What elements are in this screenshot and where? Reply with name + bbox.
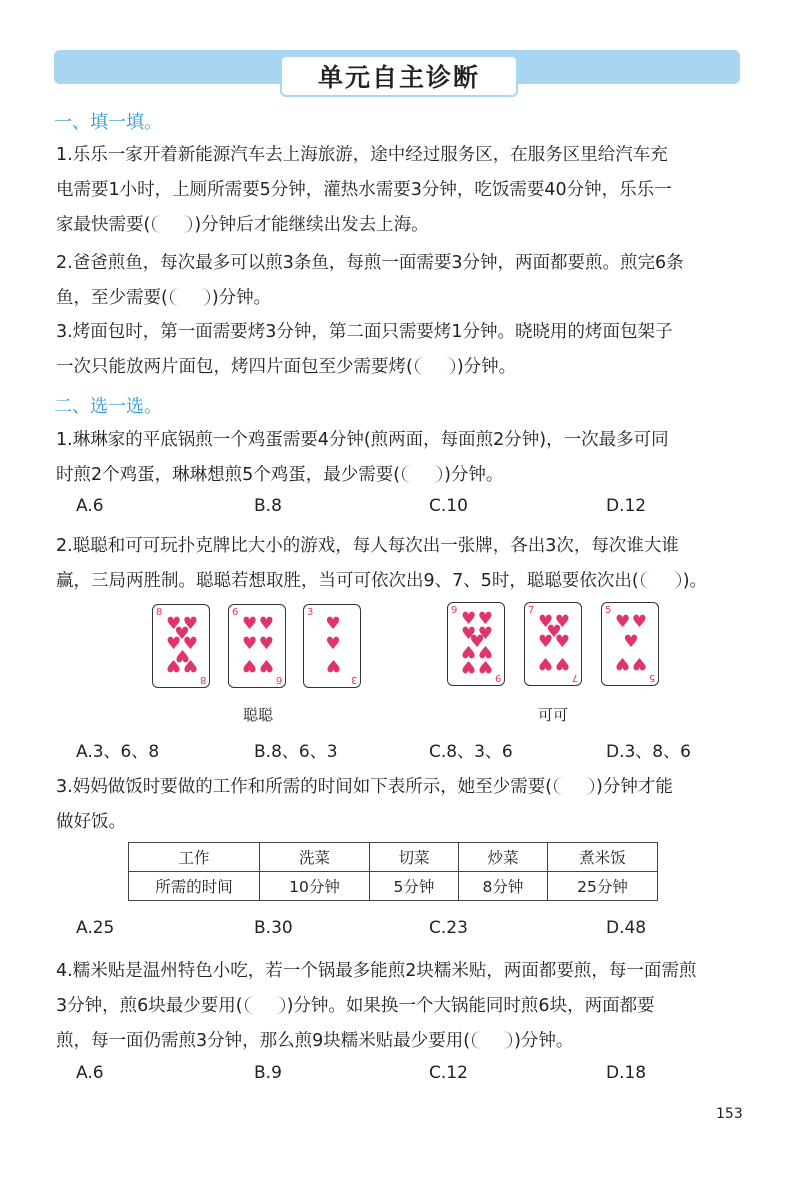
heart-icon: ♥ — [325, 613, 341, 634]
heart-icon: ♥ — [182, 655, 199, 676]
heart-icon: ♥ — [537, 631, 554, 652]
option-c[interactable]: C.12 — [429, 1063, 468, 1083]
answer-blank[interactable] — [415, 357, 455, 375]
heart-icon: ♥ — [241, 633, 258, 654]
keke-card-7: 7 7 ♥ ♥ ♥ ♥ ♥ ♥ ♥ — [524, 602, 582, 686]
heart-icon: ♥ — [174, 645, 190, 666]
heart-icon: ♥ — [460, 640, 477, 661]
cooking-time-table — [128, 842, 658, 901]
s1-q1-line1: 1.乐乐一家开着新能源汽车去上海旅游，途中经过服务区，在服务区里给汽车充 — [56, 145, 668, 165]
s2-q2-line2: 赢，三局两胜制。聪聪若想取胜，当可可依次出9、7、5时，聪聪要依次出( )。 — [56, 571, 708, 591]
heart-icon: ♥ — [469, 631, 485, 652]
s1-q3-line2: 一次只能放两片面包，烤四片面包至少需要烤( )分钟。 — [56, 357, 517, 377]
heart-icon: ♥ — [623, 631, 639, 652]
s2-q3-line1: 3.妈妈做饭时要做的工作和所需的时间如下表所示，她至少需要( )分钟才能 — [56, 777, 673, 797]
keke-card-9: 9 9 ♥ ♥ ♥ ♥ ♥ ♥ ♥ ♥ ♥ — [447, 602, 505, 686]
answer-blank[interactable] — [641, 571, 681, 589]
heart-icon: ♥ — [258, 613, 275, 634]
s1-q1-line3: 家最快需要( )分钟后才能继续出发去上海。 — [56, 215, 429, 235]
heart-icon: ♥ — [460, 609, 477, 629]
heart-icon: ♥ — [165, 633, 182, 654]
section-choose-title: 二、选一选。 — [54, 396, 162, 417]
s2-q4-line3: 煎，每一面仍需煎3分钟，那么煎9块糯米贴最少要用( )分钟。 — [56, 1031, 574, 1051]
option-d[interactable]: D.3、8、6 — [606, 742, 691, 762]
s1-q2-line2: 鱼，至少需要( )分钟。 — [56, 288, 272, 308]
heart-icon: ♥ — [460, 624, 477, 645]
option-a[interactable]: A.25 — [76, 918, 115, 938]
page-title: 单元自主诊断 — [280, 55, 518, 97]
answer-blank[interactable] — [554, 777, 594, 795]
s2-q2-line1: 2.聪聪和可可玩扑克牌比大小的游戏，每人每次出一张牌，各出3次，每次谁大谁 — [56, 536, 679, 556]
table-cell: 洗菜 — [260, 843, 370, 872]
table-cell: 所需的时间 — [129, 872, 260, 901]
heart-icon: ♥ — [554, 653, 571, 674]
heart-icon: ♥ — [182, 613, 199, 634]
table-header-row — [129, 843, 658, 872]
option-d[interactable]: D.12 — [606, 496, 647, 516]
heart-icon: ♥ — [182, 633, 199, 654]
table-cell: 切菜 — [369, 843, 458, 872]
s1-q1-line2: 电需要1小时，上厕所需要5分钟，灌热水需要3分钟，吃饭需要40分钟，乐乐一 — [56, 180, 672, 200]
s2-q1-line1: 1.琳琳家的平底锅煎一个鸡蛋需要4分钟(煎两面，每面煎2分钟)，一次最多可同 — [56, 430, 669, 450]
heart-icon: ♥ — [460, 655, 477, 676]
s1-q3-line1: 3.烤面包时，第一面需要烤3分钟，第二面只需要烤1分钟。晓晓用的烤面包架子 — [56, 322, 673, 342]
table-cell: 10分钟 — [260, 872, 370, 901]
heart-icon: ♥ — [165, 613, 182, 634]
table-cell: 25分钟 — [548, 872, 658, 901]
keke-label: 可可 — [538, 706, 569, 724]
heart-icon: ♥ — [546, 621, 562, 642]
answer-blank[interactable] — [472, 1031, 512, 1049]
congcong-card-6: 6 6 ♥ ♥ ♥ ♥ ♥ ♥ — [228, 604, 286, 688]
heart-icon: ♥ — [554, 631, 571, 652]
heart-icon: ♥ — [614, 653, 631, 674]
s1-q2-line1: 2.爸爸煎鱼，每次最多可以煎3条鱼，每煎一面需要3分钟，两面都要煎。煎完6条 — [56, 253, 684, 273]
s2-q1-line2: 时煎2个鸡蛋，琳琳想煎5个鸡蛋，最少需要( )分钟。 — [56, 465, 504, 485]
heart-icon: ♥ — [477, 640, 494, 661]
heart-icon: ♥ — [325, 633, 341, 654]
answer-blank[interactable] — [245, 996, 285, 1014]
heart-icon: ♥ — [477, 655, 494, 676]
congcong-card-3: 3 3 ♥ ♥ ♥ — [303, 604, 361, 688]
table-row — [129, 872, 658, 901]
option-b[interactable]: B.8 — [254, 496, 282, 516]
answer-blank[interactable] — [402, 465, 442, 483]
table-cell: 炒菜 — [458, 843, 547, 872]
heart-icon: ♥ — [554, 611, 571, 632]
table-cell: 工作 — [129, 843, 260, 872]
answer-blank[interactable] — [170, 288, 210, 306]
option-c[interactable]: C.8、3、6 — [429, 742, 513, 762]
option-b[interactable]: B.8、6、3 — [254, 742, 338, 762]
option-a[interactable]: A.3、6、8 — [76, 742, 160, 762]
heart-icon: ♥ — [241, 655, 258, 676]
heart-icon: ♥ — [241, 613, 258, 634]
option-d[interactable]: D.18 — [606, 1063, 647, 1083]
option-c[interactable]: C.23 — [429, 918, 468, 938]
s2-q4-line1: 4.糯米贴是温州特色小吃，若一个锅最多能煎2块糯米贴，两面都要煎，每一面需煎 — [56, 961, 697, 981]
option-d[interactable]: D.48 — [606, 918, 647, 938]
heart-icon: ♥ — [631, 611, 648, 632]
option-b[interactable]: B.9 — [254, 1063, 282, 1083]
heart-icon: ♥ — [174, 623, 190, 644]
heart-icon: ♥ — [537, 653, 554, 674]
heart-icon: ♥ — [614, 611, 631, 632]
answer-blank[interactable] — [152, 215, 192, 233]
section-fill-title: 一、填一填。 — [54, 112, 162, 133]
heart-icon: ♥ — [631, 653, 648, 674]
s2-q4-line2: 3分钟，煎6块最少要用( )分钟。如果换一个大锅能同时煎6块，两面都要 — [56, 996, 655, 1016]
heart-icon: ♥ — [477, 609, 494, 629]
option-b[interactable]: B.30 — [254, 918, 293, 938]
page-number: 153 — [716, 1106, 743, 1122]
table-cell: 8分钟 — [458, 872, 547, 901]
heart-icon: ♥ — [165, 655, 182, 676]
option-a[interactable]: A.6 — [76, 1063, 104, 1083]
heart-icon: ♥ — [477, 624, 494, 645]
heart-icon: ♥ — [325, 655, 341, 676]
congcong-label: 聪聪 — [243, 706, 274, 724]
table-cell: 5分钟 — [369, 872, 458, 901]
heart-icon: ♥ — [537, 611, 554, 632]
keke-card-5: 5 5 ♥ ♥ ♥ ♥ ♥ — [601, 602, 659, 686]
congcong-card-8: 8 8 ♥ ♥ ♥ ♥ ♥ ♥ ♥ ♥ — [152, 604, 210, 688]
s2-q3-line2: 做好饭。 — [56, 812, 126, 832]
option-c[interactable]: C.10 — [429, 496, 468, 516]
table-cell: 煮米饭 — [548, 843, 658, 872]
option-a[interactable]: A.6 — [76, 496, 104, 516]
heart-icon: ♥ — [258, 633, 275, 654]
heart-icon: ♥ — [258, 655, 275, 676]
